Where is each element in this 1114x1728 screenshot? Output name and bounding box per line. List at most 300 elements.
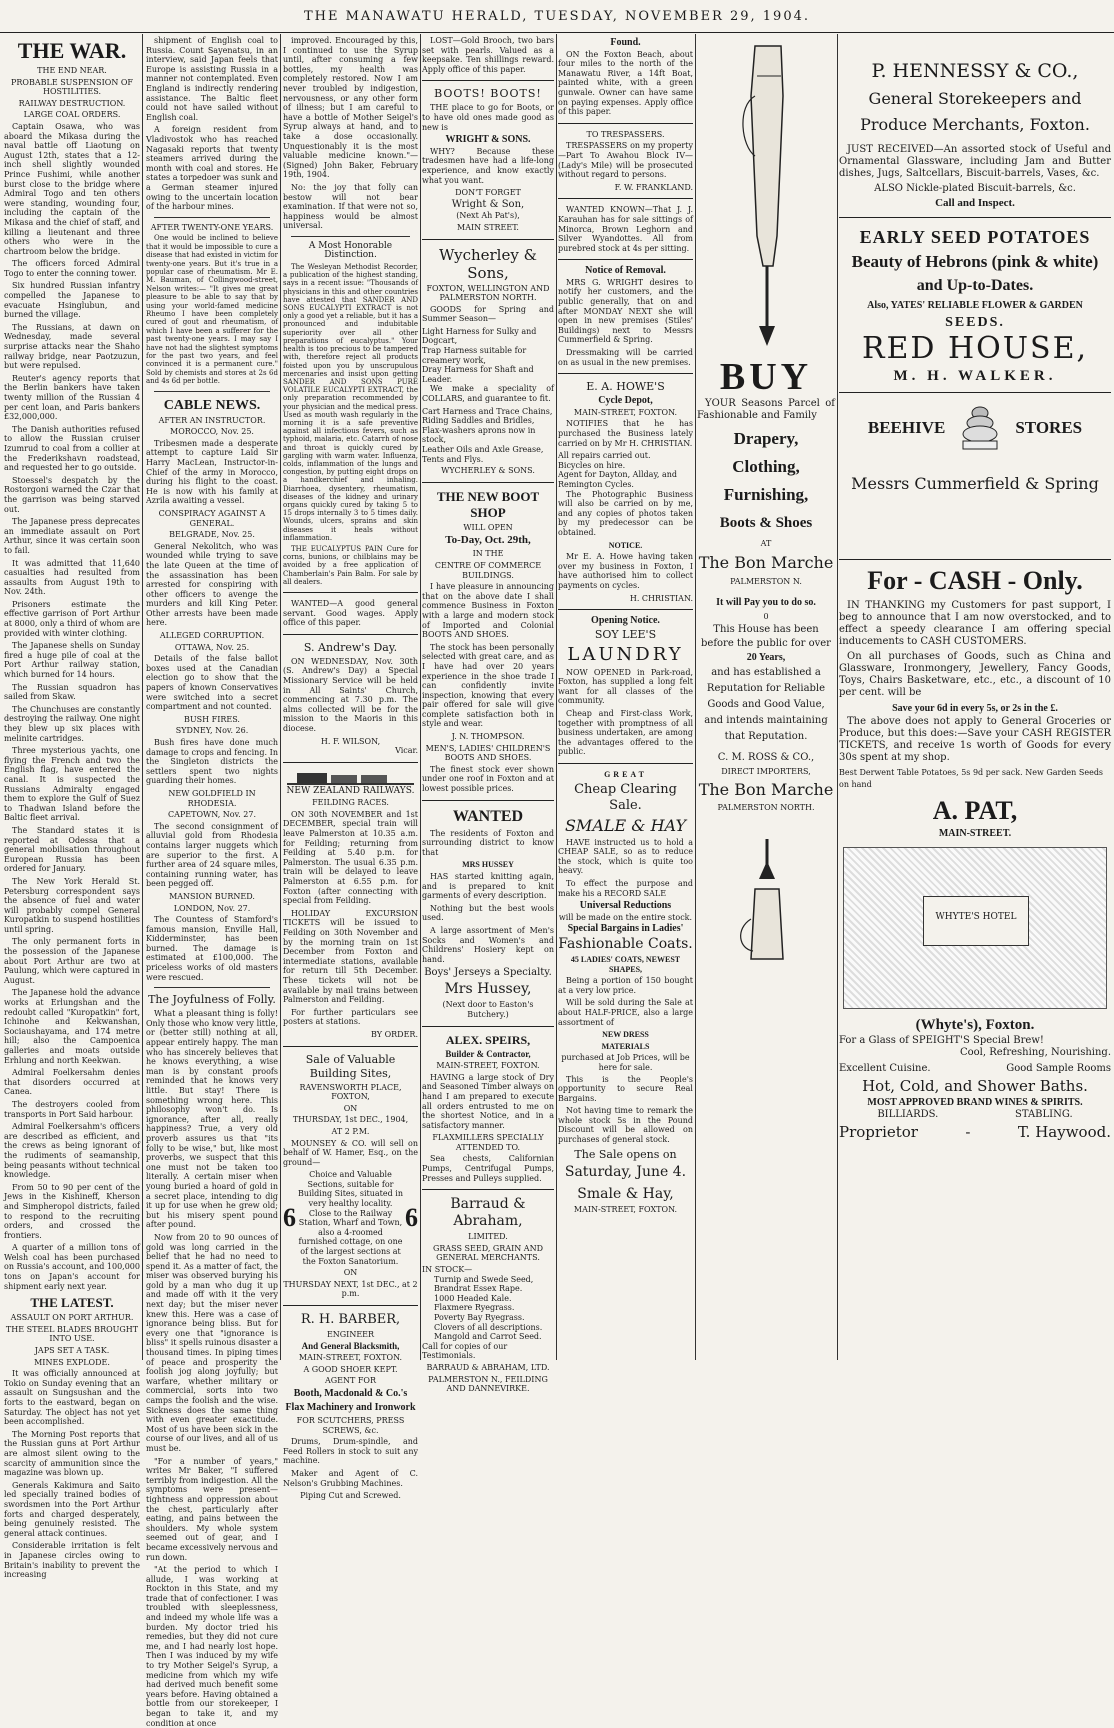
ad-line: The Bon Marche: [698, 780, 834, 799]
ad-line: General Storekeepers and Produce Merchants, Foxton.: [860, 89, 1090, 134]
ad-row: [839, 1063, 1111, 1075]
column-rule: [837, 34, 838, 1360]
article-paragraph: The Japanese press deprecates an immediate assault on Port Arthur, since it was certain soon to fail.: [4, 517, 140, 555]
ad-line: Hot, Cold, and Shower Baths.: [862, 1077, 1088, 1095]
article-paragraph: The Chunchuses are constantly destroying the railway. One night they blew up six places with melinite cartridges.: [4, 704, 140, 743]
divider: [422, 1189, 554, 1190]
ad-line: M. H. WALKER.: [893, 368, 1057, 384]
ad-line: C. M. ROSS & CO.,: [717, 752, 815, 763]
article-paragraph: The officers forced Admiral Togo to enter the conning tower.: [4, 259, 140, 278]
ad-line: MAIN STREET.: [457, 222, 519, 232]
subhead: JAPS SET A TASK.: [34, 1346, 110, 1356]
pointing-hand-icon: [697, 839, 835, 989]
column-rule: [556, 34, 557, 1360]
ad-line: DON'T FORGET: [455, 188, 521, 198]
ad-paragraph: On all purchases of Goods, such as China and Glassware, Ironmongery, Jewellery, Fancy Goods, Toys, Chairs Basketware, etc., etc., a discount of 10 per cent. will be: [839, 651, 1111, 698]
ad-line: Call for copies of our Testimonials.: [422, 1341, 508, 1361]
classified-ad: WANTED—A good general servant. Good wages. Apply office of this paper.: [283, 598, 418, 628]
ad-paragraph: For further particulars see posters at stations.: [283, 1007, 418, 1027]
ad-line: Piping Cut and Screwed.: [300, 1491, 401, 1501]
beehive-icon: [955, 403, 1005, 453]
ad-line: (Whyte's), Foxton.: [915, 1017, 1035, 1033]
ad-line: Boots & Shoes: [719, 515, 813, 531]
subhead: PROBABLE SUSPENSION OF HOSTILITIES.: [11, 77, 133, 97]
divider: [839, 217, 1111, 218]
ad-line: Bicycles on hire.: [558, 460, 626, 470]
ad-paragraph: WHY? Because these tradesmen have had a life-long experience, and know exactly what you want.: [422, 146, 554, 185]
ad-line: BILLIARDS.: [877, 1109, 939, 1120]
ad-line: SEEDS.: [945, 315, 1005, 330]
ad-line: MOST APPROVED BRAND WINES & SPIRITS.: [867, 1097, 1083, 1108]
ad-paragraph: HAVE instructed us to hold a CHEAP SALE, so as to reduce the stock, which is quite too heavy.: [558, 837, 693, 876]
divider: [154, 987, 270, 988]
column-rule: [695, 34, 696, 1360]
sections-box: [283, 1170, 418, 1266]
signature: H. F. WILSON,: [320, 736, 381, 746]
ad-line: MRS HUSSEY: [462, 860, 514, 870]
ad-paragraph: NOTIFIES that he has purchased the Business lately carried on by Mr H. CHRISTIAN.: [558, 419, 693, 448]
ad-title: P. HENNESSY & CO.,: [871, 60, 1079, 82]
article-paragraph: Prisoners estimate the effective garrison of Port Arthur at 8000, only a third of whom are provided with winter clothing.: [4, 599, 140, 638]
ad-line: BEEHIVE: [867, 418, 946, 437]
subhead: NEW GOLDFIELD IN RHODESIA.: [168, 788, 256, 808]
ad-paragraph: The finest stock ever shown under one roof in Foxton and at lowest possible prices.: [422, 764, 554, 794]
ad-paragraph: The stock has been personally selected with great care, and as I have had over 20 years experience in the shoe trade I can confidently invite inspection, knowing that every pair offered for sale will give complete satisfaction both in style and wear.: [422, 642, 554, 729]
ad-paragraph: THE place to go for Boots, or to have old ones made good as new is: [422, 103, 554, 132]
dateline: SYDNEY, Nov. 26.: [175, 726, 249, 736]
classified-ad: WANTED KNOWN—That J. J. Karauhan has for sale sittings of Minorca, Brown Leghorn and Silver Wyandottes. All from purebred stock at 4s per sitting.: [558, 205, 693, 253]
ad-paragraph: Maker and Agent of C. Nelson's Grubbing Machines.: [283, 1468, 418, 1488]
ad-line: 20 Years,: [746, 652, 786, 663]
divider: [422, 1026, 554, 1027]
pointing-hand-illustration: [697, 839, 835, 989]
train-icon: [287, 769, 414, 785]
dateline: CAPETOWN, Nov. 27.: [167, 810, 256, 820]
ad-line: Good Sample Rooms: [1006, 1063, 1111, 1074]
ad-line: AGENT FOR: [324, 1376, 377, 1386]
ad-line: AT: [760, 539, 772, 548]
ad-paragraph: Sea chests, Californian Pumps, Centrifugal Pumps, Presses and Pulleys supplied.: [422, 1154, 554, 1183]
ad-paragraph: MOUNSEY & CO. will sell on behalf of W. Hamer, Esq., on the ground—: [283, 1138, 418, 1167]
ad-line: The Sale opens on: [574, 1147, 677, 1161]
article-paragraph: "For a number of years," writes Mr Baker, "I suffered terribly from indigestion. All the symptoms were present—tightness and oppression about the chest, particularly after eating, and pains between the shoulders. My whole system seemed out of gear, and I became excessively nervous and run down.: [146, 1456, 278, 1562]
divider: [558, 373, 693, 374]
ad-line: Brandrat Essex Rape.: [434, 1284, 523, 1294]
masthead: THE MANAWATU HERALD, TUESDAY, NOVEMBER 29, 1904.: [0, 2, 1114, 33]
divider: [558, 763, 693, 764]
pointing-hand-icon: [697, 36, 835, 356]
article-paragraph: Bush fires have done much damage to crops and fencing. In the Singleton districts the settlers spent two nights guarding their homes.: [146, 738, 278, 786]
dateline: BELGRADE, Nov. 25.: [169, 530, 255, 540]
ad-paragraph: The residents of Foxton and surrounding district to know that: [422, 828, 554, 857]
article-paragraph: The New York Herald St. Petersburg correspondent says the absence of fuel and water will probably compel General Kuropatkin to suspend hostilities until spring.: [4, 876, 140, 934]
column-3: [283, 36, 418, 1501]
article-paragraph: The Countess of Stamford's famous mansion, Enville Hall, Kidderminster, has been burned. The damage is estimated at £100,000. The priceless works of old masters were rescued.: [146, 915, 278, 982]
ad-paragraph: Nothing but the best wools used.: [422, 903, 554, 923]
ad-title: THE NEW BOOT SHOP: [436, 488, 540, 520]
subhead: RAILWAY DESTRUCTION.: [18, 98, 126, 108]
ad-line: WYCHERLEY & SONS.: [441, 466, 535, 476]
signature: BY ORDER.: [371, 1029, 418, 1039]
ad-line: THURSDAY NEXT, 1st DEC., at 2 p.m.: [283, 1279, 418, 1299]
ad-paragraph: Will be sold during the Sale at about HALF-PRICE, also a large assortment of: [558, 998, 693, 1027]
ad-paragraph: NOW OPENED in Park-road, Foxton, has supplied a long felt want for all classes of the community.: [558, 667, 693, 706]
ad-line: MEN'S, LADIES' CHILDREN'S BOOTS AND SHOES.: [425, 743, 551, 763]
ad-line: Cool, Refreshing, Nourishing.: [959, 1047, 1111, 1058]
ad-line: MAIN-STREET, FOXTON.: [573, 407, 678, 417]
article-paragraph: The Russian squadron has sailed from Skaw.: [4, 682, 140, 702]
ad-line: PALMERSTON NORTH.: [717, 803, 815, 812]
ad-paragraph: Not having time to remark the whole stock 5s in the Pound Discount will be allowed on purchases of general stock.: [558, 1106, 693, 1145]
ad-line: will be made on the entire stock.: [558, 912, 693, 922]
ad-line: STABLING.: [1014, 1109, 1073, 1120]
article-paragraph: improved. Encouraged by this, I continued to use the Syrup until, after consuming a few bottles, my health was completely restored. Now I am never troubled by indigestion, nervousness, or any other form of illness; but I am careful to have a bottle of Mother Seigel's Syrup always at hand, and to take a dose occasionally. Unquestionably it is the most valuable medicine known."—(Signed) John Baker, February 19th, 1904.: [283, 36, 418, 180]
subhead: AFTER TWENTY-ONE YEARS.: [150, 222, 274, 232]
cable-news-headline: CABLE NEWS.: [163, 397, 261, 413]
ad-title: EARLY SEED POTATOES: [859, 227, 1091, 247]
column-rule: [420, 34, 421, 1360]
divider: [422, 482, 554, 483]
ad-line: Special Bargains in Ladies': [567, 923, 684, 935]
ad-line: T. Haywood.: [1017, 1123, 1111, 1141]
ad-title: NOTICE.: [608, 540, 643, 550]
ad-line: IN STOCK—: [422, 1265, 473, 1275]
buy-headline: BUY: [719, 356, 813, 398]
pointing-hand-illustration: [697, 36, 835, 356]
ad-line: WRIGHT & SONS.: [445, 134, 531, 146]
beehive-banner: [839, 399, 1111, 457]
ad-paragraph: JUST RECEIVED—An assorted stock of Useful and Ornamental Glassware, including Jam and Butter dishes, Jugs, Saltcellars, Biscuit-barrels, Vases, &c.: [839, 144, 1111, 179]
laundry-title: LAUNDRY: [567, 643, 684, 665]
ad-line: Trap Harness suitable for creamery work,: [422, 346, 527, 365]
divider: [558, 609, 693, 610]
six-numeral: 6: [405, 1203, 418, 1233]
divider: [283, 1046, 418, 1047]
ad-title: Cheap Clearing Sale.: [574, 781, 677, 813]
dateline: OTTAWA, Nov. 25.: [174, 642, 250, 652]
ad-line: MAIN-STREET.: [938, 828, 1012, 839]
divider: [283, 592, 418, 593]
ad-line: ENGINEER: [326, 1330, 375, 1340]
ad-title: For - CASH - Only.: [867, 566, 1083, 595]
column-5: [558, 36, 693, 1358]
column-1: [4, 36, 140, 1580]
ad-line: FOR SCUTCHERS, PRESS SCREWS, &c.: [296, 1415, 405, 1435]
column-4: [422, 36, 554, 1394]
article-paragraph: Admiral Foelkersahm denies that disorders occurred at Canea.: [4, 1068, 140, 1097]
ad-line: PALMERSTON N.: [730, 577, 802, 586]
ad-line: CENTRE OF COMMERCE BUILDINGS.: [434, 560, 542, 580]
ad-line: Wright & Son,: [451, 198, 525, 210]
ad-line: AT 2 P.M.: [331, 1126, 370, 1136]
article-paragraph: A foreign resident from Vladivostok who has reached Nagasaki reports that twenty steamers arrived during the month with coal and stores. He states a torpedoer was sunk and a German steamer injured owing to the uncertain location of the harbour mines.: [146, 125, 278, 212]
ad-paragraph: ON 30th NOVEMBER and 1st DECEMBER, special train will leave Palmerston at 10.35 a.m. for Feilding; returning from Feilding at 5.40 p.m. for Palmerston. The usual 6.35 p.m. train will be delayed to leave Palmerston at 6.55 p.m. for Foxton (after connecting with special from Feilding.: [283, 809, 418, 906]
divider: [283, 762, 418, 763]
article-paragraph: Admiral Foelkersahm's officers are described as efficient, and the crews as being ignorant of the rudiments of seamanship, being peasants without technical knowledge.: [4, 1122, 140, 1180]
ad-line: STORES: [1015, 418, 1083, 437]
subhead: ALLEGED CORRUPTION.: [159, 631, 265, 641]
ad-paragraph: IN THANKING my Customers for past support, I beg to announce that I am now overstocked, and to effect a speedy clearance I am offering special inducements to CASH CUSTOMERS.: [839, 600, 1111, 647]
ad-paragraph: HAVING a large stock of Dry and Seasoned Timber always on hand I am prepared to execute all orders entrusted to me on the shortest Notice, and in a satisfactory manner.: [422, 1072, 554, 1130]
ad-line: Turnip and Swede Seed,: [434, 1274, 534, 1284]
ad-line: Mangold and Carrot Seed.: [434, 1332, 542, 1342]
ad-line: Agent for Dayton, Allday, and Remington Cycles.: [558, 470, 678, 489]
ad-paragraph: GOODS for Spring and Summer Season—: [422, 304, 554, 324]
ad-paragraph: Drums, Drum-spindle, and Feed Rollers in stock to suit any machine.: [283, 1437, 418, 1466]
ad-line: 1000 Headed Kale.: [434, 1293, 512, 1303]
column-2: [146, 36, 278, 1728]
signature: H. CHRISTIAN.: [629, 593, 693, 603]
article-paragraph: shipment of English coal to Russia. Count Sayenatsu, in an interview, said Japan feels that Europe is assisting Russia in a manner not contemplated. Even England is indirectly rendering assistance. The Baltic fleet could not have sailed without English coal.: [146, 36, 278, 122]
article-paragraph: General Nekolitch, who was wounded while trying to save the late Queen at the time of the assassination has been arrested for conspiring with other officers to avenge the murders and kill King Peter. Other arrests have been made here.: [146, 541, 278, 628]
ad-line: Clothing,: [732, 457, 800, 476]
ad-paragraph: To effect the purpose and make his a RECORD SALE: [558, 879, 693, 898]
divider: [422, 80, 554, 81]
ad-line: Light Harness for Sulky and Dogcart,: [422, 326, 537, 346]
article-paragraph: Generals Kakimura and Saito led specially trained bodies of swordsmen into the Port Arthur forts and charged desperately, being genuinely resisted. The general attack continues.: [4, 1480, 140, 1538]
signature-title: Vicar.: [395, 746, 418, 756]
ad-paragraph: I have pleasure in announcing that on the above date I shall commence Business in Foxton with a large and modern stock of Imported and Colonial BOOTS AND SHOES.: [422, 582, 554, 640]
ad-paragraph: ON WEDNESDAY, Nov. 30th (S. Andrew's Day) a Special Missionary Service will be held in All Saints' Church, commencing at 7.30 p.m. The alms collected will be for the mission to the Maoris in this diocese.: [283, 656, 418, 733]
divider: [283, 1305, 418, 1306]
article-paragraph: Tribesmen made a desperate attempt to capture Laid Sir Harry MacLean, Instructor-in-Chief of the army in Morocco, during his flight to the coast. He is now with his family at Azrila awaiting a vessel.: [146, 438, 278, 506]
ad-title: ALEX. SPEIRS,: [445, 1032, 531, 1047]
ad-line: GREAT: [604, 770, 647, 780]
latest-headline: THE LATEST.: [30, 1295, 114, 1311]
subhead: AFTER AN INSTRUCTOR.: [158, 415, 266, 425]
article-paragraph: Considerable irritation is felt in Japanese circles owing to Britain's inability to prevent the increasing: [4, 1541, 140, 1580]
ad-line: Tents and Flys.: [422, 454, 484, 464]
dateline: LONDON, Nov. 27.: [173, 903, 251, 913]
ad-line: FOXTON, WELLINGTON AND PALMERSTON NORTH.: [426, 283, 550, 303]
ad-row: [839, 1109, 1111, 1121]
ad-line: 0: [763, 612, 769, 621]
subhead: FEILDING RACES.: [312, 798, 389, 808]
ad-line: Leather Oils and Axle Grease,: [422, 445, 544, 454]
ad-paragraph: Cheap and First-class Work, together with promptness of all business undertaken, are among the advantages offered to the public.: [558, 709, 693, 757]
ad-paragraph: Choice and Valuable Sections, suitable for Building Sites, situated in very healthy locality. Close to the Railway Station, Wharf and Town, also a 4-roomed furnished cottage, on one of the largest sections at the Foxton Sanatorium.: [298, 1170, 403, 1266]
ad-line: MAIN-STREET, FOXTON.: [573, 1204, 678, 1214]
ad-line: MATERIALS: [601, 1041, 650, 1051]
ad-line: BARRAUD & ABRAHAM, LTD.: [426, 1362, 550, 1372]
ad-line: and has established a Reputation for Reliable Goods and Good Value, and intends maintaining that Reputation.: [704, 667, 828, 742]
ad-line: MAIN-STREET, FOXTON.: [436, 1061, 540, 1071]
divider: [422, 239, 554, 240]
folly-headline: The Joyfulness of Folly.: [148, 993, 276, 1007]
ad-paragraph: THE EUCALYPTUS PAIN Cure for corns, bunions, or chilblains may be avoided by a free application of Chamberlain's Pain Balm. For sale by all dealers.: [283, 544, 418, 586]
divider: [283, 634, 418, 635]
ad-title: Opening Notice.: [591, 615, 660, 627]
divider: [558, 123, 693, 124]
ad-line: It will Pay you to do so.: [716, 597, 816, 608]
divider: [839, 392, 1111, 393]
ad-title: NEW ZEALAND RAILWAYS.: [286, 785, 415, 796]
hotel-sign: WHYTE'S HOTEL: [923, 896, 1030, 946]
ad-line: Flax-washers aprons now in stock,: [422, 425, 536, 445]
ad-line: Flaxmere Ryegrass.: [434, 1303, 515, 1313]
ad-line: DIRECT IMPORTERS,: [721, 767, 811, 776]
ad-paragraph: HAS started knitting again, and is prepared to knit garments of every description.: [422, 872, 554, 901]
ad-line: GRASS SEED, GRAIN AND GENERAL MERCHANTS.: [432, 1243, 543, 1263]
ad-title: S. Andrew's Day.: [303, 640, 398, 654]
ad-title: TO TRESPASSERS.: [586, 129, 665, 139]
ad-line: 45 LADIES' COATS, NEWEST SHAPES,: [570, 954, 681, 974]
subhead: LARGE COAL ORDERS.: [23, 110, 121, 120]
ad-line: Furnishing,: [723, 485, 809, 504]
ad-line: Mrs Hussey,: [444, 981, 532, 998]
ad-title: R. H. BARBER,: [300, 1312, 401, 1328]
ad-line: Cart Harness and Trace Chains,: [422, 406, 553, 416]
ad-paragraph: YOUR Seasons Parcel of Fashionable and Family: [697, 398, 835, 421]
article-paragraph: The Russians, at dawn on Wednesday, made several surprise attacks near the Shaho railway bridge, near Paotzuzun, but were repulsed.: [4, 322, 140, 371]
ad-line: Fashionable Coats.: [558, 935, 693, 952]
ad-line: (Next Ah Pat's),: [456, 211, 520, 221]
ad-paragraph: The above does not apply to General Groceries or Produce, but this does:—Save your CASH REGISTER TICKETS, and receive 1s worth of Goods for every 30s spent at my shop.: [839, 716, 1111, 763]
classified-ad: ON the Foxton Beach, about four miles to the north of the Manawatu River, a 14ft Boat, painted white, with a green gunwale. Owner can have same on paying expenses. Apply office of this paper.: [558, 49, 693, 117]
article-paragraph: Now from 20 to 90 ounces of gold was long carried in the belief that he had no need to spend it. As a matter of fact, the miser was observed burying his gold by a man who dug it up and made off with it the very next day; but the miser never knew this. Here was a case of ignorance being bliss. But for every one that "ignorance is bliss" it spells ruinous disaster a thousand times. In piping times of peace and prosperity the foolish jog along joyfully; but warfare, whether military or commercial, sorts into two camps the foolish and the wise. Sickness does the same thing with even greater exactitude. Most of us have been sick in the course of our lives, and all of us must be.: [146, 1232, 278, 1453]
article-paragraph: "At the period to which I allude, I was working at Rockton in this State, and my trade that of confectioner. I was troubled with sleeplessness, and indeed my whole life was a burden. My doctor tried his remedies, but they did not cure me, and I had nearly lost hope. Then I was induced by my wife to try Mother Seigel's Syrup, a medicine from which my wife had derived much benefit some years before. Having obtained a bottle from our storekeeper, I began to take it, and my condition at once: [146, 1565, 278, 1728]
subhead: BUSH FIRES.: [184, 714, 240, 724]
ad-line: Best Derwent Table Potatoes, 5s 9d per sack. New Garden Seeds on hand: [839, 768, 1104, 789]
article-paragraph: The Japanese shells on Sunday fired a huge pile of coal at the Port Arthur railway station, which burned for 14 hours.: [4, 641, 140, 680]
ad-line: (Next door to Easton's Butchery.): [442, 1000, 534, 1019]
ad-line: To-Day, Oct. 29th,: [445, 534, 531, 547]
article-paragraph: Captain Osawa, who was aboard the Mikasa during the naval battle off Liaotung on August 12th, states that a 12-inch shell slightly wounded Prince Fushimi, while another burst close to the bridge where Admiral Togo and ten others were standing, wounding four, including the captain of the Mikasa and the chief of staff, and killing a lieutenant and three others who were in the chartroom below the bridge.: [4, 121, 140, 256]
column-7: [839, 36, 1111, 1358]
ad-title: A. PAT,: [932, 796, 1018, 825]
ad-paragraph: This is the People's opportunity to secure Real Bargains.: [558, 1074, 693, 1103]
subhead: MINES EXPLODE.: [34, 1357, 110, 1367]
ad-line: Clovers of all descriptions.: [434, 1322, 543, 1332]
ad-title: SMALE & HAY: [564, 815, 687, 835]
ad-paragraph: A large assortment of Men's Socks and Women's and Childrens' Hosiery kept on hand.: [422, 925, 554, 964]
divider: [154, 391, 270, 392]
ad-title: Notice of Removal.: [585, 265, 666, 277]
article-paragraph: The only permanent forts in the possession of the Japanese about Port Arthur are two at Paulung, which were captured in August.: [4, 937, 140, 985]
ad-title: Barraud & Abraham,: [450, 1196, 526, 1230]
ad-paragraph: HOLIDAY EXCURSION TICKETS will be issued to Feilding on 30th November and by the morning train on 1st December from Foxton and intermediate stations, available for return till 5th December. These tickets will not be available by mail trains between Palmerston and Feilding.: [283, 908, 418, 1005]
ad-line: Save your 6d in every 5s, or 2s in the £.: [892, 703, 1058, 714]
subhead: ASSAULT ON PORT ARTHUR.: [10, 1313, 134, 1323]
ad-line: NEW DRESS: [602, 1030, 649, 1040]
ad-line: RAVENSWORTH PLACE, FOXTON,: [299, 1082, 402, 1102]
ad-title: Wycherley & Sons,: [439, 245, 537, 282]
ad-line: Booth, Macdonald & Co.'s: [293, 1387, 408, 1399]
ad-paragraph: The Photographic Business will also be carried on by me, and any copies of photos taken by my predecessor can be obtained.: [558, 489, 693, 537]
article-paragraph: It was officially announced at Tokio on Sunday evening that an assault on Sungsushan and the forts to the eastward, began on Saturday. The object has not yet been accomplished.: [4, 1369, 140, 1427]
article-paragraph: The destroyers cooled from transports in Port Said harbour.: [4, 1099, 140, 1119]
red-house-title: RED HOUSE,: [861, 331, 1089, 366]
ad-title: BOOTS! BOOTS!: [434, 87, 542, 101]
ad-line: Call and Inspect.: [935, 197, 1015, 209]
ad-line: All repairs carried out.: [558, 451, 651, 461]
ad-line: THURSDAY, 1st DEC., 1904,: [292, 1115, 409, 1125]
article-paragraph: Details of the false ballot boxes used at the Canadian election go to show that the papers of known Conservatives were switched into a secret compartment and not counted.: [146, 654, 278, 712]
ad-row: [839, 1121, 1111, 1143]
ad-paragraph: Being a portion of 150 bought at a very low price.: [558, 976, 693, 995]
divider: [558, 198, 693, 199]
article-paragraph: The Danish authorities refused to allow the Russian cruiser Izumrud to coal from a collier at the Frederikshavn roadstead, and requested her to go outside.: [4, 424, 140, 473]
ad-paragraph: MRS G. WRIGHT desires to notify her customers, and the public generally, that on and after MONDAY NEXT she will open in new premises (Stiles' Buildings) next to Messrs Cummerfield & Spring.: [558, 277, 693, 345]
ad-line: Beauty of Hebrons (pink & white): [851, 252, 1099, 271]
classified-ad: TRESPASSERS on my property —Part To Awahou Block IV— (Lady's Mile) will be prosecuted without regard to persons.: [558, 141, 693, 180]
article-paragraph: Reuter's agency reports that the Berlin bankers have taken twenty million of the Russian 4 per cent loan, and Paris bankers £32,000,000.: [4, 373, 140, 422]
article-paragraph: The Standard states it is reported at Odessa that a general mobilisation throughout European Russia has been ordered for January.: [4, 825, 140, 874]
ad-line: FLAXMILLERS SPECIALLY ATTENDED TO.: [432, 1133, 544, 1152]
hotel-illustration: [843, 847, 1107, 1009]
ad-line: Flax Machinery and Ironwork: [285, 1401, 416, 1413]
ad-line: MAIN-STREET, FOXTON.: [298, 1353, 403, 1363]
ad-paragraph: We make a speciality of COLLARS, and guarantee to fit.: [422, 384, 554, 404]
signature: F. W. FRANKLAND.: [614, 182, 693, 192]
divider: [422, 800, 554, 801]
ad-line: Also, YATES' RELIABLE FLOWER & GARDEN: [867, 300, 1083, 311]
ad-title: WANTED: [452, 807, 524, 825]
signature: J. N. THOMPSON.: [451, 732, 525, 742]
article-paragraph: What a pleasant thing is folly! Only those who know very little, or (better still) nothing at all, appear entirely happy. The man who has sincerely believes that he knows everything, a wise man is by constant proofs reminded that he knows very little. But stay! There is something wrong here. This philosophy won't do. Is ignorance, after all, really happiness? True, a very old proverb assures us that "its folly to be wise," but, like most proverbs, we suspect that this one must not be taken too literally. A certain miser when young buried a hoard of gold in a secret place, intending to dig it up for use when he grew old; but his misery spent pound after pound.: [146, 1009, 278, 1230]
subhead: THE END NEAR.: [37, 66, 107, 75]
ad-line: Poverty Bay Ryegrass.: [434, 1313, 525, 1322]
article-paragraph: It was admitted that 11,640 casualties had resulted from assaults from August 19th to Nov. 24th.: [4, 558, 140, 597]
ad-line: ON: [343, 1268, 358, 1278]
ad-line: IN THE: [472, 549, 504, 559]
ad-line: Builder & Contractor,: [445, 1048, 531, 1059]
ad-line: and Up-to-Dates.: [916, 277, 1034, 294]
ad-paragraph: One would be inclined to believe that it would be impossible to cure a disease that had existed in victim for twenty-one years. But it's true in a popular case of rheumatism. Mr E. M. Bauman, of Collingwood-street, Nelson writes:— "It gives me great pleasure to be able to say that by using your world-famed medicine Rheumo I have been completely cured of gout and rheumatism, of which I have been a sufferer for the past twenty-one years. I may say I have not had the slightest symptoms for the past two years, and feel convinced it is a permanent cure." Sold by chemists and stores at 2s 6d and 4s 6d per bottle.: [146, 234, 278, 386]
ad-title: Sale of Valuable Building Sites,: [305, 1052, 396, 1080]
ad-title: Found.: [610, 37, 641, 48]
divider: [558, 259, 693, 260]
article-paragraph: No: the joy that folly can bestow will not bear examination. If that were not so, happiness would be almost universal.: [283, 182, 418, 231]
ad-line: purchased at Job Prices, will be here for sale.: [561, 1053, 690, 1072]
subhead: MANSION BURNED.: [169, 891, 255, 901]
ad-line: SOY LEE'S: [594, 627, 657, 641]
column-rule: [280, 34, 281, 1360]
classified-ad: LOST—Gold Brooch, two bars set with pearls. Valued as a keepsake. Ten shillings reward. Apply office of this paper.: [422, 36, 554, 74]
ad-line: Excellent Cuisine.: [839, 1063, 931, 1074]
ad-line: This House has been before the public for over: [701, 624, 831, 649]
ad-line: Dray Harness for Shaft and Leader.: [422, 365, 534, 384]
article-paragraph: The Japanese hold the advance works at Erlungshan and the redoubt called "Kuropatkin" fort, Ichinohe and Kekwanshan, Sociaushayama, and 174 metre hill; also the Campoenica galleries and moats outside Erhlung and north Keekwan.: [4, 988, 140, 1065]
ad-line: The Bon Marche: [698, 553, 834, 572]
ad-title: E. A. HOWE'S: [586, 380, 665, 394]
divider: [154, 217, 270, 218]
ad-line: ALSO Nickle-plated Biscuit-barrels, &c.: [874, 183, 1076, 194]
six-numeral: 6: [283, 1203, 296, 1233]
ad-line: Universal Reductions: [579, 900, 672, 912]
article-paragraph: From 50 to 90 per cent of the Jews in the Kishineff, Kherson and Simpheropol districts, failed to respond to the recruiting orders, and crossed the frontiers.: [4, 1182, 140, 1240]
column-rule: [142, 34, 143, 1360]
article-paragraph: The second consignment of alluvial gold from Rhodesia contains larger nuggets which are superior to the first. A further area of 24 square miles, containing running water, has been pegged off.: [146, 821, 278, 889]
divider: [839, 559, 1111, 560]
ad-title: Messrs Cummerfield & Spring: [851, 474, 1099, 493]
ad-line: And General Blacksmith,: [301, 1340, 400, 1351]
ad-line: LIMITED.: [468, 1232, 508, 1242]
subhead: CONSPIRACY AGAINST A GENERAL.: [158, 508, 266, 528]
column-6: [697, 36, 835, 1358]
article-paragraph: The Morning Post reports that the Russian guns at Port Arthur are almost silent owing to the scarcity of ammunition since the magazine was blown up.: [4, 1429, 140, 1478]
article-paragraph: A quarter of a million tons of Welsh coal has been purchased on Russia's account, and 100,000 tons on Japan's account for shipment early next year.: [4, 1243, 140, 1291]
ad-paragraph: Dressmaking will be carried on as usual in the new premises.: [558, 348, 693, 367]
ad-line: WILL OPEN: [463, 522, 513, 532]
ad-line: ON: [343, 1103, 358, 1113]
ad-line: Smale & Hay,: [577, 1185, 674, 1202]
dateline: MOROCCO, Nov. 25.: [170, 427, 254, 437]
ad-line: A GOOD SHOER KEPT.: [303, 1364, 398, 1374]
ad-line: Boys' Jerseys a Specialty.: [424, 967, 552, 979]
ad-line: Drapery,: [733, 429, 799, 448]
divider: [291, 236, 410, 237]
